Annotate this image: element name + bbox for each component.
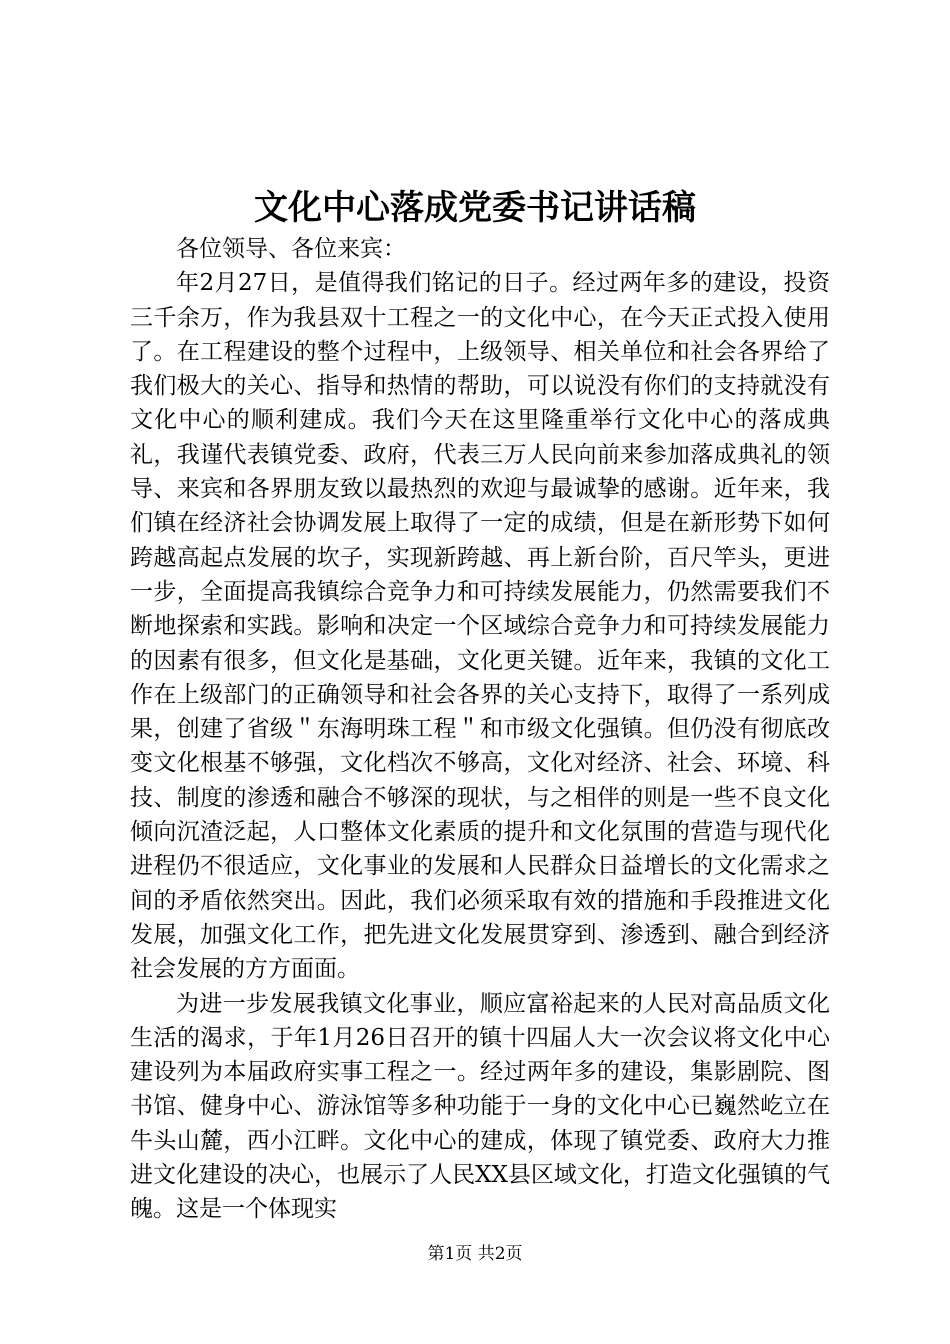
- paragraph-1: 年2月27日，是值得我们铭记的日子。经过两年多的建设，投资三千余万，作为我县双十工程之一的文化中心，在今天正式投入使用了。在工程建设的整个过程中，上级领导、相关单位和社会各界给了我们极大的关心、指导和热情的帮助，可以说没有你们的支持就没有文化中心的顺利建成。我们今天在这里隆重举行文化中心的落成典礼，我谨代表镇党委、政府，代表三万人民向前来参加落成典礼的领导、来宾和各界朋友致以最热烈的欢迎与最诚挚的感谢。近年来，我们镇在经济社会协调发展上取得了一定的成绩，但是在新形势下如何跨越高起点发展的坎子，实现新跨越、再上新台阶，百尺竿头，更进一步，全面提高我镇综合竞争力和可持续发展能力，仍然需要我们不断地探索和实践。影响和决定一个区域综合竞争力和可持续发展能力的因素有很多，但文化是基础，文化更关键。近年来，我镇的文化工作在上级部门的正确领导和社会各界的关心支持下，取得了一系列成果，创建了省级＂东海明珠工程＂和市级文化强镇。但仍没有彻底改变文化根基不够强，文化档次不够高，文化对经济、社会、环境、科技、制度的渗透和融合不够深的现状，与之相伴的则是一些不良文化倾向沉渣泛起，人口整体文化素质的提升和文化氛围的营造与现代化进程仍不很适应，文化事业的发展和人民群众日益增长的文化需求之间的矛盾依然突出。因此，我们必须采取有效的措施和手段推进文化发展，加强文化工作，把先进文化发展贯穿到、渗透到、融合到经济社会发展的方方面面。: [130, 270, 830, 983]
- document-title: 文化中心落成党委书记讲话稿: [254, 188, 696, 228]
- document-body: [130, 232, 830, 1227]
- salutation: 各位领导、各位来宾：: [176, 236, 406, 262]
- paragraph-2: 为进一步发展我镇文化事业，顺应富裕起来的人民对高品质文化生活的渴求，于年1月26日召开的镇十四届人大一次会议将文化中心建设列为本届政府实事工程之一。经过两年多的建设，集影剧院、图书馆、健身中心、游泳馆等多种功能于一身的文化中心已巍然屹立在牛头山麓，西小江畔。文化中心的建成，体现了镇党委、政府大力推进文化建设的决心，也展示了人民XX县区域文化，打造文化强镇的气魄。这是一个体现实: [130, 990, 830, 1223]
- page-number: 第1页 共2页: [427, 1244, 523, 1264]
